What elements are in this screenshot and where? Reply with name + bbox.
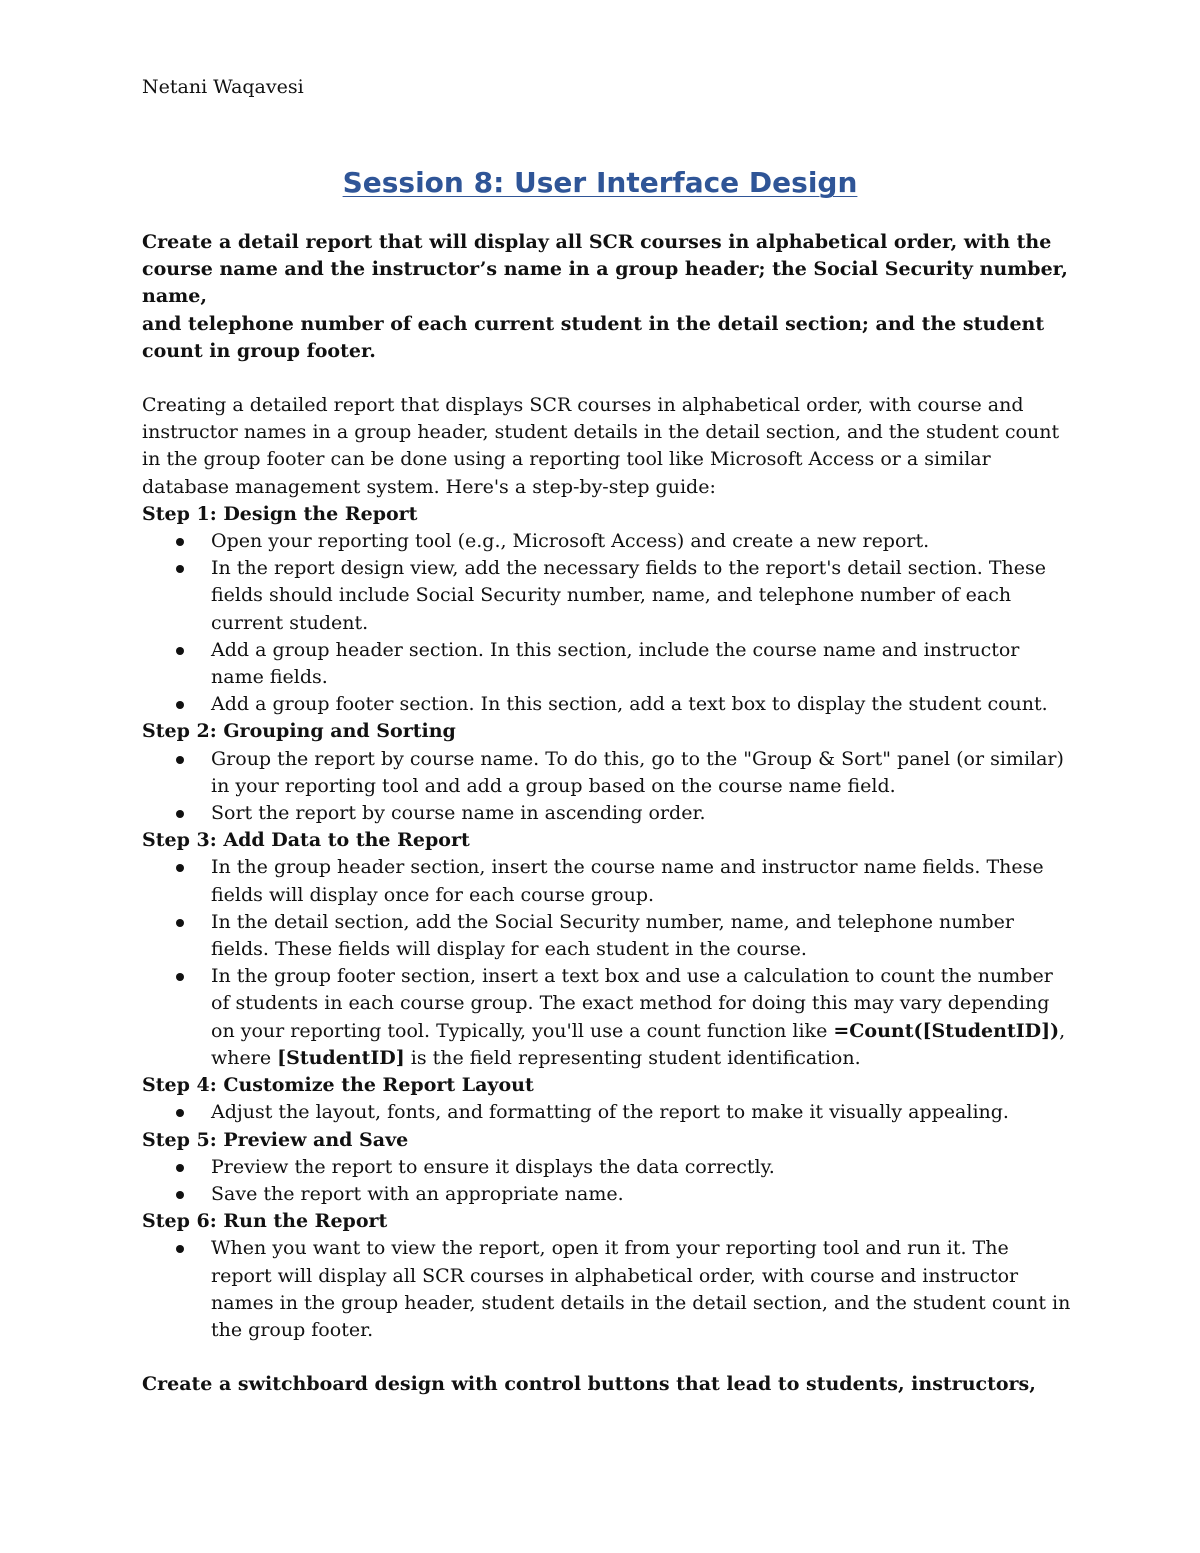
formula-text-3: is the field representing student identification. — [404, 1046, 861, 1069]
step-2-list — [142, 746, 1072, 828]
page-title — [0, 164, 1200, 202]
step-5-heading: Step 5: Preview and Save — [142, 1128, 409, 1151]
step-1-heading: Step 1: Design the Report — [142, 502, 418, 525]
step-4-heading: Step 4: Customize the Report Layout — [142, 1074, 534, 1097]
list-item: Add a group header section. In this section, include the course name and instructor name fields. — [142, 637, 1072, 691]
question-1-line-2: and telephone number of each current student in the detail section; and the student count in group footer. — [142, 312, 1045, 362]
step-1-list — [142, 528, 1072, 718]
count-formula: =Count([StudentID]) — [833, 1019, 1060, 1042]
step-4-list — [142, 1099, 1072, 1126]
list-item: In the group header section, insert the course name and instructor name fields. These fields will display once for each course group. — [142, 854, 1072, 908]
list-item: Adjust the layout, fonts, and formatting of the report to make it visually appealing. — [142, 1099, 1072, 1126]
page-title-text: Session 8: User Interface Design — [342, 166, 858, 199]
list-item: Group the report by course name. To do this, go to the "Group & Sort" panel (or similar) in your reporting tool and add a group based on the course name field. — [142, 746, 1072, 800]
list-item-count-formula — [142, 963, 1072, 1072]
step-2-heading: Step 2: Grouping and Sorting — [142, 720, 456, 743]
list-item: Save the report with an appropriate name. — [142, 1181, 1072, 1208]
list-item: Open your reporting tool (e.g., Microsoft Access) and create a new report. — [142, 528, 1072, 555]
intro-paragraph: Creating a detailed report that displays SCR courses in alphabetical order, with course and instructor names in a group header, student details in the detail section, and the student count in the group footer can be done using a reporting tool like Microsoft Access or a similar database management system. Here's a step-by-step guide: — [142, 394, 1060, 498]
author-name: Netani Waqavesi — [142, 76, 304, 98]
list-item: In the report design view, add the necessary fields to the report's detail section. These fields should include Social Security number, name, and telephone number of each current student. — [142, 555, 1072, 637]
list-item: When you want to view the report, open it from your reporting tool and run it. The report will display all SCR courses in alphabetical order, with course and instructor names in the group header, student details in the detail section, and the student count in the group footer. — [142, 1235, 1072, 1344]
list-item: Sort the report by course name in ascending order. — [142, 800, 1072, 827]
formula-text-2: , where — [211, 1019, 1066, 1069]
formula-text-1: In the group footer section, insert a text box and use a calculation to count the number of students in each course group. The exact method for doing this may vary depending on your reporting tool. Typically, you'll use a count function like — [211, 965, 1053, 1042]
list-item: In the detail section, add the Social Security number, name, and telephone number fields. These fields will display for each student in the course. — [142, 909, 1072, 963]
step-3-list — [142, 854, 1072, 1072]
question-2: Create a switchboard design with control buttons that lead to students, instructors, — [142, 1373, 1036, 1396]
paragraph-gap — [142, 365, 1072, 392]
question-1-line-1: Create a detail report that will display all SCR courses in alphabetical order, with the course name and the instructor’s name in a group header; the Social Security number, name, — [142, 231, 1068, 308]
step-6-list — [142, 1235, 1072, 1344]
step-5-list — [142, 1154, 1072, 1208]
paragraph-gap — [142, 1344, 1072, 1371]
document-body — [142, 229, 1072, 1398]
list-item: Add a group footer section. In this section, add a text box to display the student count. — [142, 691, 1072, 718]
step-6-heading: Step 6: Run the Report — [142, 1210, 388, 1233]
student-id-field: [StudentID] — [277, 1046, 405, 1069]
step-3-heading: Step 3: Add Data to the Report — [142, 829, 470, 852]
list-item: Preview the report to ensure it displays the data correctly. — [142, 1154, 1072, 1181]
